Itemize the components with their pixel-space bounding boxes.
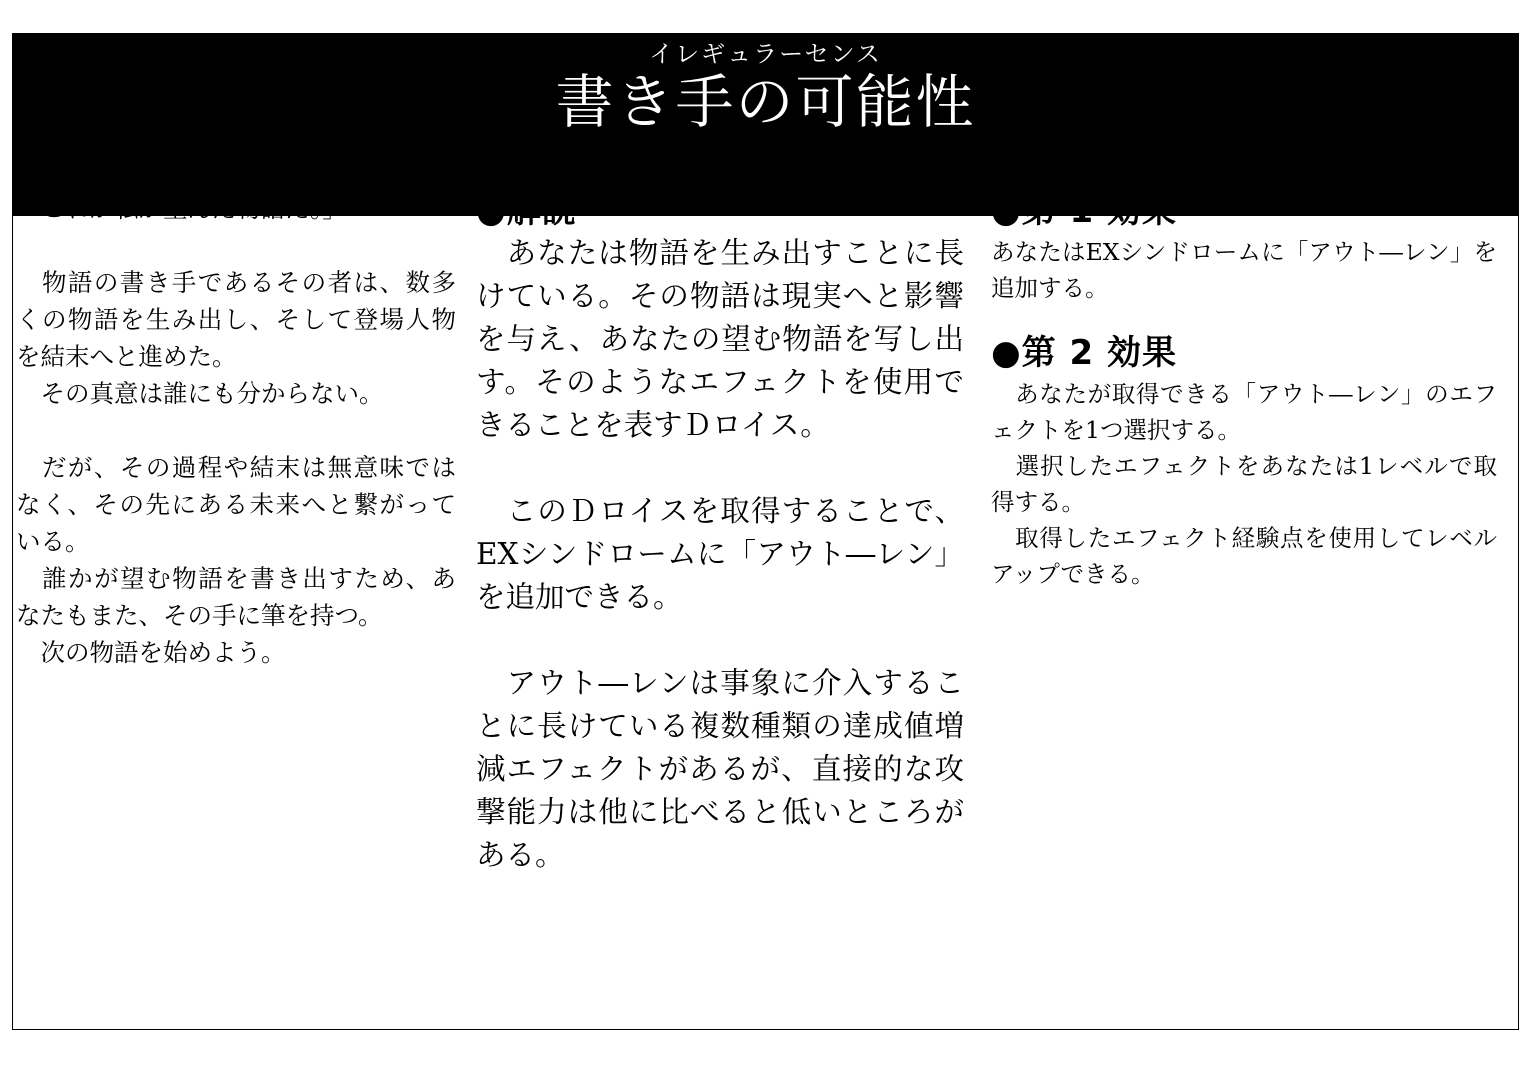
flavor-paragraph-1: 物語の書き手であるその者は、数多くの物語を生み出し、そして登場人物を結末へと進めた。 その真意は誰にも分からない。 bbox=[16, 268, 456, 408]
page-title: 書き手の可能性 bbox=[555, 68, 976, 136]
effect-2-heading: ●第 2 効果 bbox=[991, 333, 1177, 373]
effect-2-text: あなたが取得できる「アウト―レン」のエフェクトを1つ選択する。 選択したエフェクトをあなたは1レベルで取得する。 取得したエフェクト経験点を使用してレベルアップできる。 bbox=[991, 380, 1497, 588]
flavor-text-column bbox=[16, 190, 456, 671]
title-ruby: イレギュラーセンス bbox=[649, 40, 882, 68]
explanation-paragraph-2: このＤロイスを取得することで、EXシンドロームに「アウト―レン」を追加できる。 bbox=[476, 494, 964, 614]
explanation-paragraph-1: あなたは物語を生み出すことに長けている。その物語は現実へと影響を与え、あなたの望む物語を写し出す。そのようなエフェクトを使用できることを表すＤロイス。 bbox=[476, 236, 964, 442]
explanation-heading: ●解説 bbox=[476, 191, 577, 231]
flavor-quote: 「これが私が望んだ物語だ。」 bbox=[16, 194, 347, 223]
effect-1-text: あなたはEXシンドロームに「アウト―レン」を追加する。 bbox=[991, 238, 1497, 302]
title-bar bbox=[13, 34, 1518, 216]
effects-column bbox=[991, 190, 1497, 592]
flavor-paragraph-2: だが、その過程や結末は無意味ではなく、その先にある未来へと繋がっている。 誰かが望む物語を書き出すため、あなたもまた、その手に筆を持つ。 次の物語を始めよう。 bbox=[16, 453, 456, 667]
effect-1-heading: ●第 1 効果 bbox=[991, 191, 1177, 231]
explanation-column bbox=[476, 190, 964, 877]
explanation-paragraph-3: アウト―レンは事象に介入することに長けている複数種類の達成値増減エフェクトがあるが、直接的な攻撃能力は他に比べると低いところがある。 bbox=[476, 666, 964, 872]
